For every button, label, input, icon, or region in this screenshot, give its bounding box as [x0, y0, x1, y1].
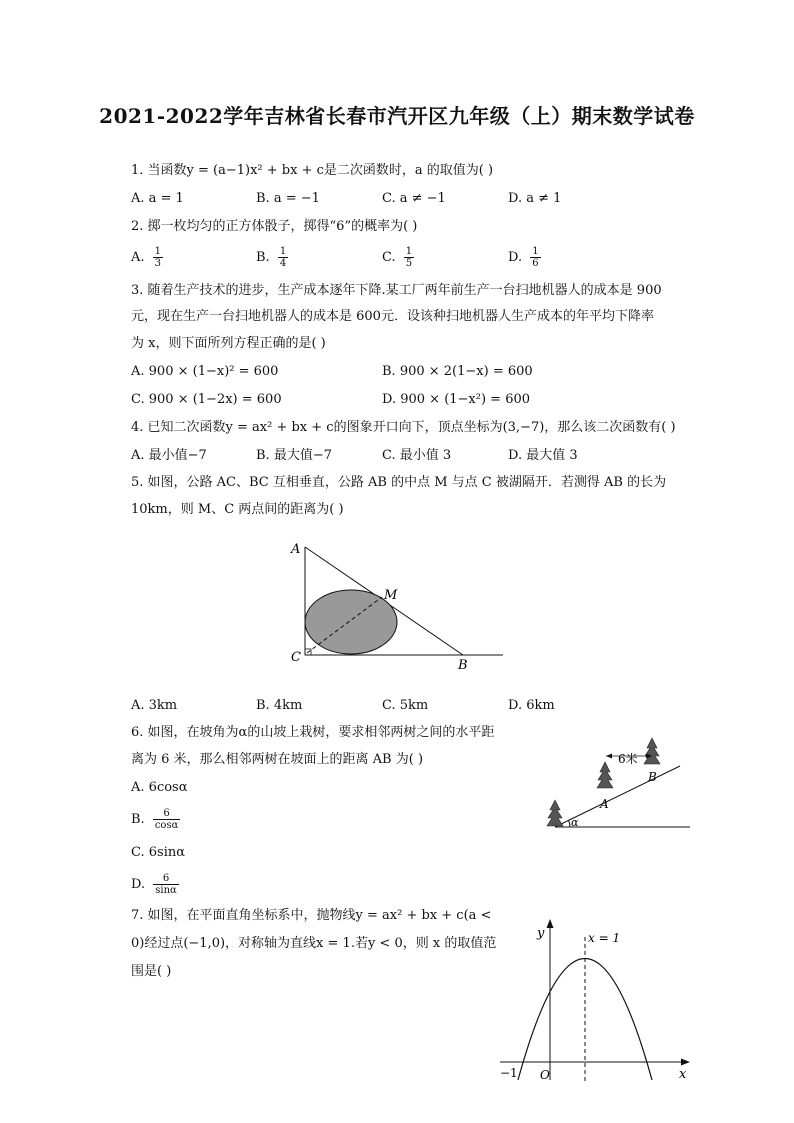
page-title: 2021-2022学年吉林省长春市汽开区九年级（上）期末数学试卷 [99, 104, 695, 128]
question-3-line-2: 元，现在生产一台扫地机器人的成本是 600元．设该种扫地机器人生产成本的年平均下降率 [131, 309, 654, 324]
q4-option-b: B. 最大值−7 [256, 448, 332, 463]
q4-option-c: C. 最小值 3 [382, 448, 452, 463]
q1-option-d: D. a ≠ 1 [508, 191, 562, 206]
q2-option-c [382, 246, 414, 269]
option-label: C. [131, 845, 145, 860]
label-b: B [458, 658, 468, 670]
question-3-line-3: 为 x，则下面所列方程正确的是( ) [131, 336, 326, 351]
question-1: 1. 当函数y = (a−1)x² + bx + c是二次函数时，a 的取值为( ) [131, 163, 494, 178]
option-label: C. [382, 250, 396, 265]
q6-option-d [131, 873, 179, 896]
fraction: $\frac{1}{6}$ [532, 246, 539, 269]
question-2: 2. 掷一枚均匀的正方体骰子，掷得“6”的概率为( ) [131, 219, 418, 234]
tree-icon [547, 800, 563, 826]
q4-option-d: D. 最大值 3 [508, 448, 578, 463]
label-o: O [540, 1068, 550, 1082]
label-axis: x = 1 [588, 931, 621, 945]
question-7-line-3: 围是( ) [131, 964, 172, 979]
question-6-line-1: 6. 如图，在坡角为α的山坡上栽树，要求相邻两树之间的水平距 [131, 725, 495, 740]
q3-option-d: D. 900 × (1−x²) = 600 [382, 392, 531, 407]
fraction: $\frac{6}{\cos\alpha}$ [154, 808, 179, 831]
option-label: A. [131, 780, 145, 795]
q3-option-c: C. 900 × (1−2x) = 600 [131, 392, 282, 407]
q6-option-c [131, 844, 185, 862]
x-axis-arrow [681, 1059, 690, 1066]
option-text: 6cosα [148, 780, 188, 795]
label-a: A [291, 542, 301, 557]
q2-option-b [256, 246, 288, 269]
question-5-line-2: 10km，则 M、C 两点间的距离为( ) [131, 502, 344, 517]
label-alpha: α [571, 816, 579, 829]
parabola-figure [495, 915, 695, 1085]
q6-option-b [131, 808, 180, 831]
label-a: A [600, 797, 609, 811]
angle-arc [569, 820, 571, 827]
q4-option-a: A. 最小值−7 [131, 448, 207, 463]
label-b: B [648, 770, 657, 784]
option-text: 6sinα [148, 845, 186, 860]
label-m: M [384, 588, 398, 603]
option-label: D. [131, 877, 146, 892]
label-6m: 6米 [618, 752, 638, 766]
q1-option-c: C. a ≠ −1 [382, 191, 446, 206]
q2-option-d [508, 246, 541, 269]
fraction: $\frac{1}{3}$ [154, 246, 162, 269]
tree-icon [597, 762, 613, 788]
fraction: $\frac{1}{5}$ [405, 246, 413, 269]
option-label: A. [131, 250, 145, 265]
slope-trees-figure [540, 732, 692, 832]
option-label: B. [131, 812, 145, 827]
q3-option-a: A. 900 × (1−x)² = 600 [131, 364, 279, 379]
question-7-line-1: 7. 如图，在平面直角坐标系中，抛物线y = ax² + bx + c(a < [131, 908, 492, 923]
arrow-left [606, 754, 612, 759]
q3-option-b: B. 900 × 2(1−x) = 600 [382, 364, 533, 379]
q5-option-b: B. 4km [256, 698, 303, 713]
tree-icon [644, 738, 660, 764]
q5-option-a: A. 3km [131, 698, 178, 713]
fraction: $\frac{6}{\sin\alpha}$ [155, 873, 177, 896]
lake-road-figure [285, 535, 510, 670]
label-y: y [537, 926, 545, 941]
fraction: $\frac{1}{4}$ [279, 246, 287, 269]
question-4: 4. 已知二次函数y = ax² + bx + c的图象开口向下，顶点坐标为(3,−7)，那么该二次函数有( ) [131, 420, 676, 435]
label-x: x [679, 1067, 687, 1082]
question-7-line-2: 0)经过点(−1,0)，对称轴为直线x = 1.若y < 0，则 x 的取值范 [131, 936, 497, 951]
q6-option-a [131, 779, 188, 797]
q5-option-d: D. 6km [508, 698, 555, 713]
q1-option-b: B. a = −1 [256, 191, 320, 206]
q2-option-a [131, 246, 163, 269]
question-3-line-1: 3. 随着生产技术的进步，生产成本逐年下降.某工厂两年前生产一台扫地机器人的成本是 900 [131, 283, 662, 298]
label-neg1: −1 [500, 1066, 518, 1080]
option-label: D. [508, 250, 523, 265]
y-axis-arrow [547, 919, 554, 928]
question-5-line-1: 5. 如图，公路 AC、BC 互相垂直，公路 AB 的中点 M 与点 C 被湖隔开．若测得 AB 的长为 [131, 475, 667, 490]
label-c: C [291, 650, 301, 665]
question-6-line-2: 离为 6 米，那么相邻两树在坡面上的距离 AB 为( ) [131, 752, 424, 767]
option-label: B. [256, 250, 270, 265]
q1-option-a: A. a = 1 [131, 191, 184, 206]
q5-option-c: C. 5km [382, 698, 429, 713]
